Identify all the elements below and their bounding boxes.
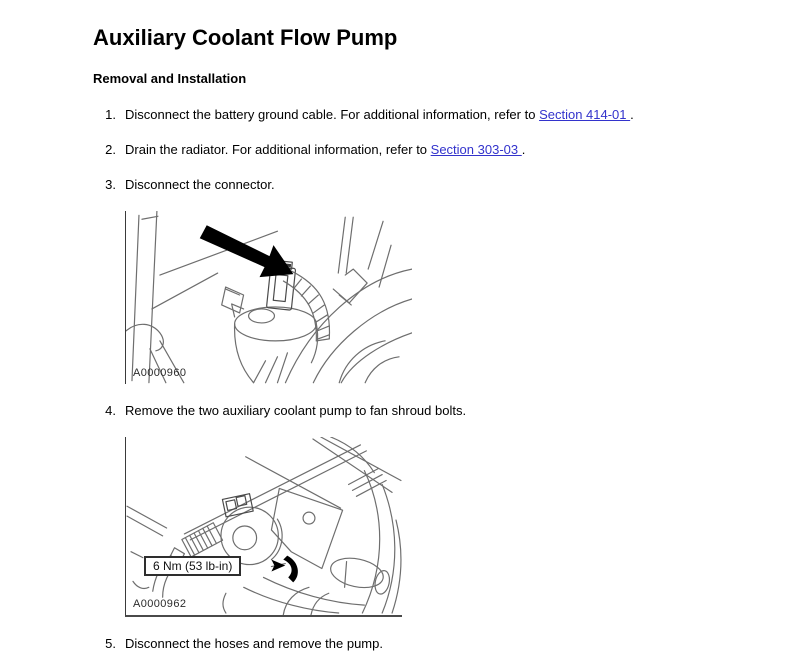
section-heading: Removal and Installation [93, 71, 247, 86]
section-link-414-01[interactable]: Section 414-01 [539, 107, 631, 122]
step-item-5 [93, 636, 770, 664]
step-text: Disconnect the hoses and remove the pump. [125, 636, 383, 651]
figure-id-label: A0000960 [133, 367, 187, 379]
step-text: Disconnect the connector. [125, 177, 275, 192]
figure-pump-bolts-illustration [125, 437, 402, 617]
step-item-4 [93, 403, 770, 617]
pointer-arrow [200, 225, 294, 277]
step-text-after-link: . [630, 107, 634, 122]
engine-line-art [126, 211, 412, 384]
figure-connector-illustration [125, 211, 412, 384]
step-text [125, 107, 634, 122]
step-number: 4. [105, 403, 116, 418]
step-text: Remove the two auxiliary coolant pump to fan shroud bolts. [125, 403, 467, 418]
step-text-before-link: Drain the radiator. For additional information, refer to [125, 142, 431, 157]
step-number: 5. [105, 636, 116, 651]
step-text [125, 142, 525, 157]
step-text-after-link: . [521, 142, 526, 157]
engine-line-art [126, 437, 402, 615]
torque-spec-callout: 6 Nm (53 lb-in) [144, 556, 241, 576]
step-item-3 [93, 177, 770, 384]
figure-id-label: A0000962 [133, 598, 187, 610]
step-number: 2. [105, 142, 116, 157]
bolt-shading [283, 556, 298, 583]
step-item-1 [93, 107, 770, 123]
page-title: Auxiliary Coolant Flow Pump [93, 25, 398, 50]
section-link-303-03[interactable]: Section 303-03 [430, 142, 522, 157]
step-item-2 [93, 142, 770, 158]
step-number: 3. [105, 177, 116, 192]
step-number: 1. [105, 107, 116, 122]
step-text-before-link: Disconnect the battery ground cable. For additional information, refer to [125, 107, 540, 122]
procedure-steps [93, 107, 770, 664]
